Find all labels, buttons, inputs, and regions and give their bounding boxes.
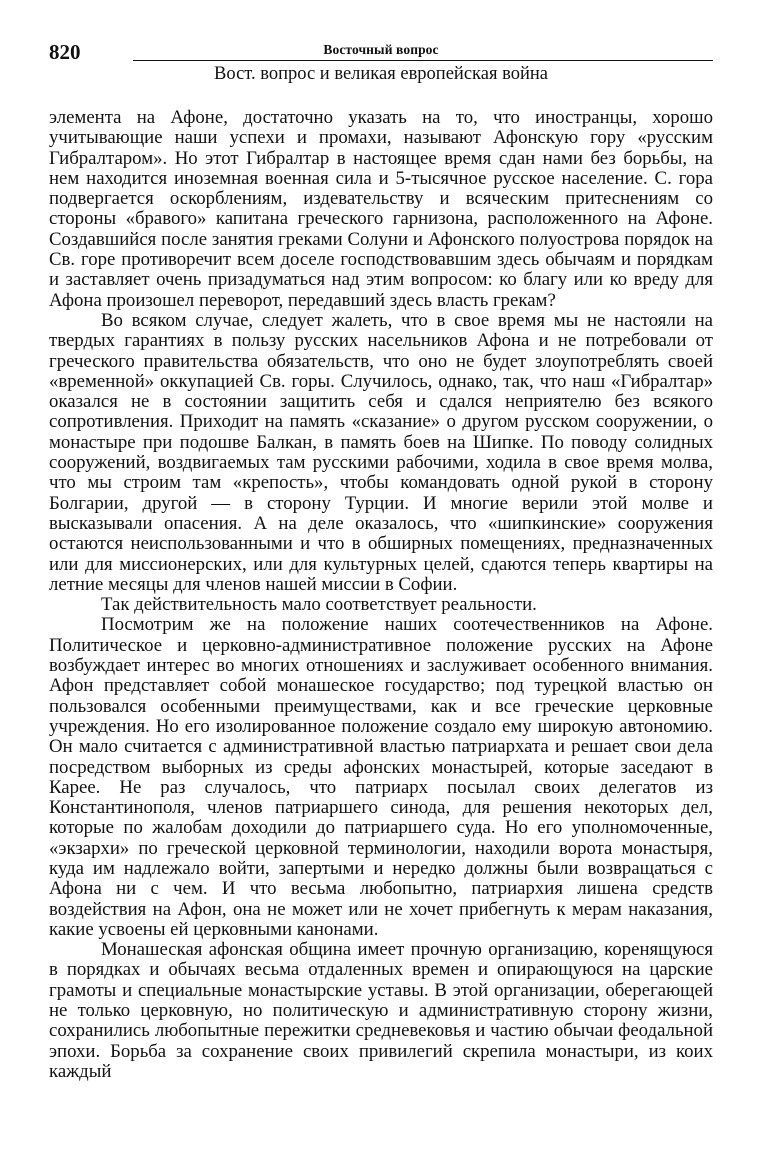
paragraph-1: элемента на Афоне, достаточно указать на то, что иностранцы, хорошо учитывающие наши успехи и промахи, называют Афонскую гору «русским Гибралтаром». Но этот Гибралтар в настоящее время сдан нами без борьбы, на нем находится иноземная военная сила и 5-тысячное русское население. С. гора подвергается оскорблениям, издевательству и всяческим притеснениям со стороны «бравого» капитана греческого гарнизона, расположенного на Афоне. Создавшийся после занятия греками Солуни и Афонского полуострова порядок на Св. горе противоречит всем доселе господствовавшим здесь обычаям и порядкам и заставляет очень призадуматься над этим вопросом: ко благу или ко вреду для Афона произошел переворот, передавший здесь власть грекам? [49, 107, 713, 311]
paragraph-2: Во всяком случае, следует жалеть, что в свое время мы не настояли на твердых гарантиях в пользу русских насельников Афона и не потребовали от греческого правительства обязательств, что оно не будет злоупотреблять своей «временной» оккупацией Св. горы. Случилось, однако, так, что наш «Гибралтар» оказался не в состоянии защитить себя и сдался неприятелю без всякого сопротивления. Приходит на память «сказание» о другом русском сооружении, о монастыре при подошве Балкан, в память боев на Шипке. По поводу солидных сооружений, воздвигаемых там русскими рабочими, ходила в свое время молва, что мы строим там «крепость», чтобы командовать одной рукой в сторону Болгарии, другой — в сторону Турции. И многие верили этой молве и высказывали опасения. А на деле оказалось, что «шипкинские» сооружения остаются неиспользованными и что в обширных помещениях, предназначенных или для миссионерских, или для культурных целей, сдаются теперь квартиры на летние месяцы для членов нашей миссии в Софии. [49, 309, 713, 595]
body-text [49, 108, 713, 1082]
book-page [49, 38, 713, 1082]
page-header [49, 38, 713, 90]
section-title: Вост. вопрос и великая европейская война [214, 64, 548, 84]
running-title: Восточный вопрос [323, 42, 439, 57]
paragraph-4: Посмотрим же на положение наших соотечественников на Афоне. Политическое и церковно-административное положение русских на Афоне возбуждает интерес во многих отношениях и заслуживает особенного внимания. Афон представляет собой монашеское государство; под турецкой властью он пользовался особенными преимуществами, как и все греческие церковные учреждения. Но его изолированное положение создало ему широкую автономию. Он мало считается с административной властью патриархата и решает свои дела посредством выборных из среды афонских монастырей, которые заседают в Карее. Не раз случалось, что патриарх посылал своих делегатов из Константинополя, членов патриаршего синода, для решения некоторых дел, которые по жалобам доходили до патриаршего суда. Но его уполномоченные, «экзархи» по греческой церковной терминологии, находили ворота монастыря, куда им надлежало войти, запертыми и нередко должны были возвращаться с Афона ни с чем. И что весьма любопытно, патриархия лишена средств воздействия на Афон, она не может или не хочет прибегнуть к мерам наказания, какие усвоены ей церковными канонами. [49, 614, 713, 940]
header-rule [133, 60, 713, 61]
paragraph-3: Так действительность мало соответствует реальности. [101, 594, 537, 616]
page-number: 820 [49, 40, 81, 64]
paragraph-5: Монашеская афонская община имеет прочную организацию, коренящуюся в порядках и обычаях весьма отдаленных времен и опирающуюся на царские грамоты и специальные монастырские уставы. В этой организации, оберегающей не только церковную, но политическую и административную сторону жизни, сохранились любопытные пережитки средневековья и частию обычаи феодальной эпохи. Борьба за сохранение своих привилегий скрепила монастыри, из коих каждый [49, 939, 713, 1082]
